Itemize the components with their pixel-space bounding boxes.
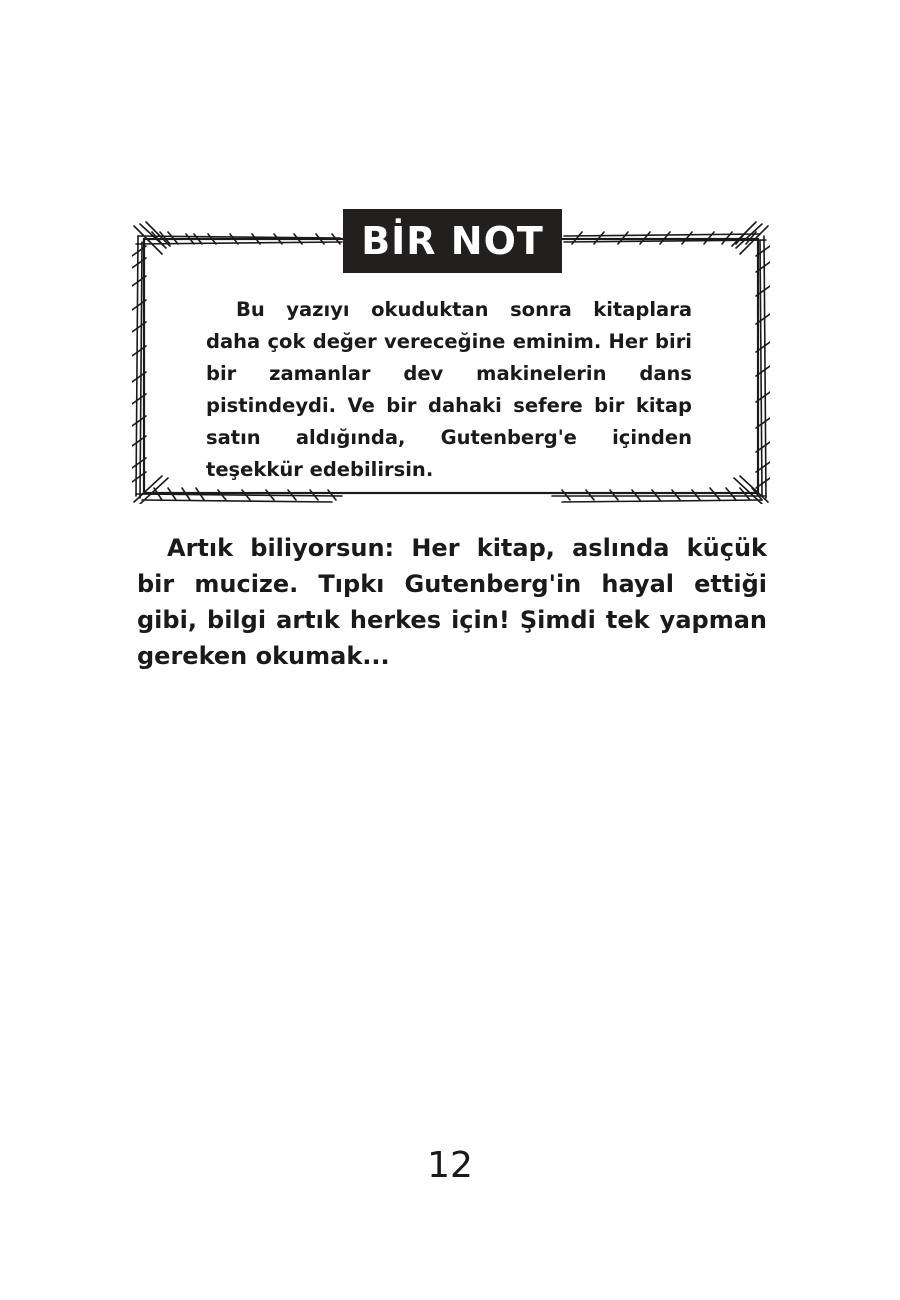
note-title: BİR NOT [343, 209, 562, 273]
body-paragraph: Artık biliyorsun: Her kitap, aslında küçük bir mucize. Tıpkı Gutenberg'in hayal ettiği gibi, bilgi artık herkes için! Şimdi tek yapman gereken okumak... [137, 534, 767, 670]
note-text: Bu yazıyı okuduktan sonra kitaplara daha çok değer vereceğine eminim. Her biri bir zamanlar dev makinelerin dans pistindeydi. Ve bir dahaki sefere bir kitap satın aldığında, Gutenberg'e içinden teşekkür edebilirsin. [206, 298, 692, 481]
page-number: 12 [427, 1145, 473, 1186]
note-box [132, 206, 770, 504]
